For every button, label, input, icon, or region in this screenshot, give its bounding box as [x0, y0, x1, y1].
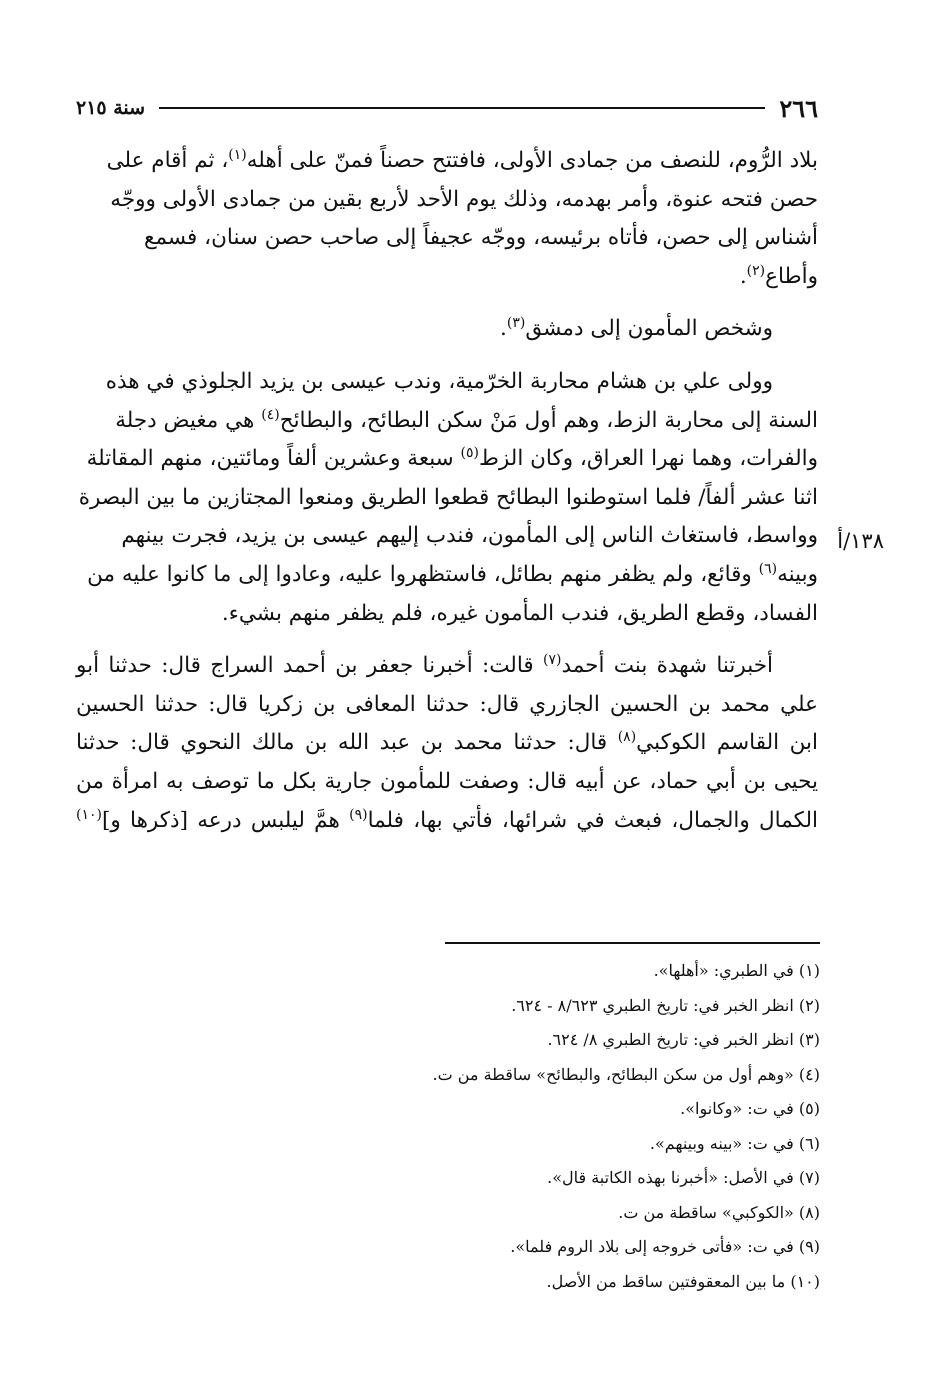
paragraph	[76, 647, 818, 840]
footnote-ref: (١)	[228, 146, 247, 163]
text-line: وولى علي بن هشام محاربة الخرّمية، وندب عيسى بن يزيد الجلوذي في هذه	[105, 368, 773, 394]
footnote-ref: (٧)	[542, 651, 562, 668]
text-line: أشناس إلى حصن، فأتاه برئيسه، ووجّه عجيفاً إلى صاحب حصن سنان، فسمع	[144, 225, 818, 251]
paragraph	[76, 310, 818, 349]
footnote-6: (٦) في ت: «بينه وبينهم».	[649, 1133, 820, 1153]
text-line: ابن القاسم الكوكبي$^{(٨)}$ قال: حدثنا محمد بن عبد الله بن مالك النحوي قال: حدثنا	[76, 729, 819, 756]
footnote-ref: (٩)	[349, 806, 368, 823]
year-label: سنة ٢١٥	[76, 97, 146, 119]
text-line: بلاد الرُّوم، للنصف من جمادى الأولى، فافتتح حصناً فمنّ على أهله$^{(١)}$، ثم أقام على	[106, 146, 818, 173]
footnote-ref: (٣)	[506, 315, 526, 332]
footnote-ref: (٨)	[617, 729, 637, 746]
text-line: السنة إلى محاربة الزط، وهم أول مَنْ سكن البطائح، والبطائح$^{(٤)}$ هي مغيض دجلة	[115, 406, 818, 433]
footnote-9: (٩) في ت: «فأتى خروجه إلى بلاد الروم فلما».	[510, 1237, 820, 1256]
paragraph	[76, 142, 818, 296]
page-number: ٢٦٦	[779, 93, 818, 123]
footnote-3: (٣) انظر الخبر في: تاريخ الطبري ٨/ ٦٢٤.	[547, 1030, 820, 1049]
footnote-ref: (٦)	[758, 560, 778, 577]
header-rule	[159, 107, 765, 109]
text-line: والفرات، وهما نهرا العراق، وكان الزط$^{(٥)}$ سبعة وعشرين ألفاً ومائتين، منهم المقاتلة	[86, 445, 818, 472]
text-line: علي محمد بن الحسين الجازري قال: حدثنا المعافى بن زكريا قال: حدثنا الحسين	[76, 691, 818, 717]
running-header	[76, 92, 818, 124]
footnote-1: (١) في الطبري: «أهلها».	[653, 961, 820, 980]
main-text	[76, 142, 818, 840]
text-line: يحيى بن أبي حماد، عن أبيه قال: وصفت للمأمون جارية بكل ما توصف به امرأة من	[76, 768, 818, 794]
text-line: حصن فتحه عنوة، وأمر بهدمه، وذلك يوم الأحد لأربع بقين من جمادى الأولى ووجّه	[110, 186, 818, 212]
paragraph	[76, 363, 818, 633]
footnote-4: (٤) «وهم أول من سكن البطائح، والبطائح» ساقطة من ت.	[432, 1064, 820, 1084]
footnote-2: (٢) انظر الخبر في: تاريخ الطبري ٨/٦٢٣ - ٦٢٤.	[511, 995, 820, 1015]
text-line: وشخص المأمون إلى دمشق$^{(٣)}$.	[500, 315, 773, 342]
footnote-10: (١٠) ما بين المعقوفتين ساقط من الأصل.	[546, 1271, 820, 1291]
text-line: الكمال والجمال، فبعث في شرائها، فأتي بها، فلما$^{(٩)}$ همَّ ليلبس درعه [ذكرها و]$^{(١٠)}$	[76, 806, 819, 833]
footnote-8: (٨) «الكوكبي» ساقطة من ت.	[618, 1202, 820, 1222]
footnote-5: (٥) في ت: «وكانوا».	[680, 1099, 820, 1118]
footnotes	[300, 954, 820, 1299]
footnote-ref: (٢)	[746, 262, 766, 279]
text-line: اثنا عشر ألفاً/ فلما استوطنوا البطائح قطعوا الطريق ومنعوا المجتازين ما بين البصرة	[78, 484, 818, 510]
margin-folio-note: ١٣٨/أ	[837, 529, 884, 553]
footnote-rule	[445, 942, 820, 944]
footnote-ref: (٤)	[261, 406, 280, 423]
footnote-ref: (١٠)	[76, 806, 102, 823]
footnote-ref: (٥)	[460, 445, 480, 461]
text-line: الفساد، وقطع الطريق، فندب المأمون غيره، فلم يظفر منهم بشيء.	[221, 600, 818, 626]
text-line: وأطاع$^{(٢)}$.	[739, 262, 818, 289]
text-line: وبينه$^{(٦)}$ وقائع، ولم يظفر منهم بطائل، فاستظهروا عليه، وعادوا إلى ما كانوا عليه من	[87, 560, 818, 587]
text-line: وواسط، فاستغاث الناس إلى المأمون، فندب إليهم عيسى بن يزيد، فجرت بينهم	[121, 523, 818, 549]
footnote-7: (٧) في الأصل: «أخبرنا بهذه الكاتبة قال».	[547, 1168, 820, 1187]
text-line: أخبرتنا شهدة بنت أحمد$^{(٧)}$ قالت: أخبرنا جعفر بن أحمد السراج قال: حدثنا أبو	[76, 651, 773, 679]
